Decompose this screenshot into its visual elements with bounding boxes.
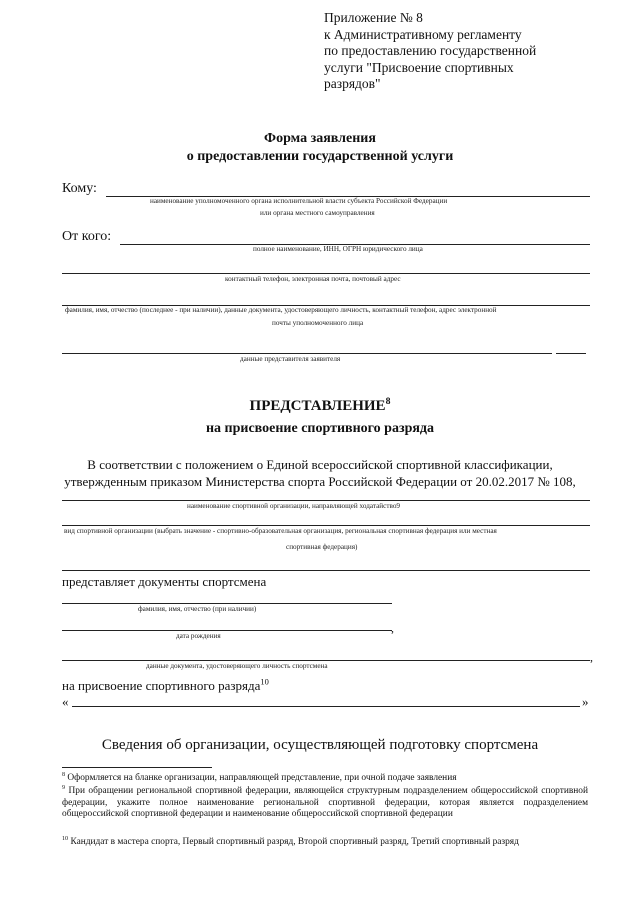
- appendix-line-1: Приложение № 8: [324, 10, 423, 25]
- to-caption-2: или органа местного самоуправления: [260, 209, 375, 217]
- appendix-line-5: разрядов": [324, 76, 381, 91]
- from-field-4b[interactable]: [556, 353, 586, 354]
- from-field-4[interactable]: [62, 353, 552, 354]
- appendix-line-4: услуги "Присвоение спортивных: [324, 59, 514, 75]
- sports-rank-field[interactable]: [72, 706, 580, 707]
- from-label: От кого:: [62, 229, 112, 244]
- rank-label-text: на присвоение спортивного разряда: [62, 678, 261, 693]
- doc-title-footnote-ref: 8: [385, 396, 391, 407]
- intro-line-2: утвержденным приказом Министерства спорта Российской Федерации от 20.02.2017 № 108,: [64, 474, 576, 489]
- form-title-line-2: о предоставлении государственной услуги: [186, 149, 454, 164]
- footnote-8-number: 8: [62, 771, 66, 778]
- rank-label: [62, 678, 269, 694]
- footnote-8-text: Оформляется на бланке организации, направляющей представление, при очной подаче заявления: [67, 773, 457, 783]
- footnote-10-text: Кандидат в мастера спорта, Первый спортивный разряд, Второй спортивный разряд, Третий спортивный разряд: [70, 837, 519, 847]
- appendix-line-2: к Административному регламенту: [324, 26, 522, 42]
- athlete-name-caption: фамилия, имя, отчество (при наличии): [138, 605, 257, 613]
- from-caption-4: данные представителя заявителя: [240, 355, 341, 363]
- doc-title: [0, 398, 640, 415]
- form-title-line-1: Форма заявления: [264, 131, 376, 146]
- footnote-10: [62, 837, 588, 849]
- appendix-line-3: по предоставлению государственной: [324, 43, 537, 58]
- from-caption-3: фамилия, имя, отчество (последнее - при наличии), данные документа, удостоверяющего личность, контактный телефон, адрес электронной: [65, 306, 497, 314]
- footnote-9-number: 9: [62, 784, 66, 791]
- from-caption-2: контактный телефон, электронная почта, почтовый адрес: [225, 275, 401, 283]
- footnote-9-text: При обращении региональной спортивной федерации, являющейся структурным подразделением общероссийской спортивной федерации, укажите полное наименование региональной спортивной федерации, которая является подразделением общероссийской спортивной федерации и наименование общероссийской спортивной федерации: [62, 786, 588, 820]
- to-caption-1: наименование уполномоченного органа исполнительной власти субъекта Российской Федерации: [150, 197, 448, 205]
- comma-mark: ,: [391, 621, 394, 635]
- sports-org-name-caption: наименование спортивной организации, направляющей ходатайство9: [187, 502, 401, 510]
- to-label: Кому:: [62, 181, 97, 196]
- sports-org-type-caption: вид спортивной организации (выбрать значение - спортивно-образовательная организация, региональная спортивная федерация или местная: [64, 527, 497, 535]
- intro-line-1: В соответствии с положением о Единой всероссийской спортивной классификации,: [87, 457, 553, 472]
- doc-title-main: ПРЕДСТАВЛЕНИЕ: [249, 398, 386, 414]
- appendix-header: [324, 10, 536, 93]
- footnote-9: [62, 786, 588, 821]
- presents-documents-text: представляет документы спортсмена: [62, 574, 267, 589]
- footnote-separator: [62, 767, 212, 768]
- sports-org-type-caption-2: спортивная федерация): [286, 543, 358, 551]
- birth-date-field[interactable]: [62, 630, 392, 631]
- quote-close: »: [582, 694, 589, 709]
- org-section-title: Сведения об организации, осуществляющей подготовку спортсмена: [101, 737, 539, 753]
- from-caption-1: полное наименование, ИНН, ОГРН юридического лица: [253, 245, 423, 253]
- identity-document-caption: данные документа, удостоверяющего личность спортсмена: [146, 662, 328, 670]
- footnote-8: [62, 773, 588, 785]
- sports-org-extra-field[interactable]: [62, 570, 590, 571]
- birth-date-caption: дата рождения: [176, 632, 221, 640]
- comma-mark-2: ,: [590, 650, 593, 664]
- form-title: [0, 130, 640, 166]
- quote-open: «: [62, 694, 69, 709]
- rank-footnote-ref: 10: [260, 676, 269, 687]
- sports-org-type-field[interactable]: [62, 525, 590, 526]
- from-field-2[interactable]: [62, 273, 590, 274]
- from-caption-3b: почты уполномоченного лица: [272, 319, 364, 327]
- athlete-name-field[interactable]: [62, 603, 392, 604]
- identity-document-field[interactable]: [62, 660, 590, 661]
- intro-text: [0, 456, 640, 490]
- footnote-10-number: 10: [62, 835, 69, 842]
- sports-org-name-field[interactable]: [62, 500, 590, 501]
- doc-subtitle: на присвоение спортивного разряда: [205, 421, 435, 436]
